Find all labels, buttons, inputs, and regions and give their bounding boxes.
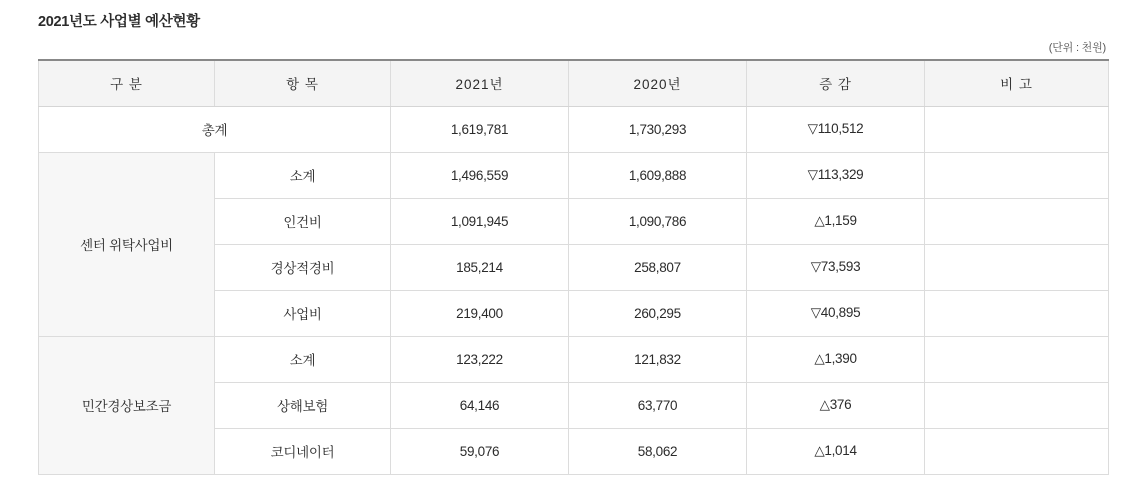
value-change: ▽40,895 [747,290,925,336]
column-header-year-2021: 2021년 [391,60,569,106]
budget-table [38,59,1109,475]
value-remark [925,428,1109,474]
value-remark [925,244,1109,290]
item-label: 경상적경비 [215,244,391,290]
item-label: 소계 [215,336,391,382]
value-y2021: 123,222 [391,336,569,382]
row-total-y2020: 1,730,293 [569,106,747,152]
value-y2020: 63,770 [569,382,747,428]
unit-note: (단위 : 천원) [1048,42,1106,54]
value-remark [925,336,1109,382]
item-label: 소계 [215,152,391,198]
value-y2021: 219,400 [391,290,569,336]
value-y2021: 1,496,559 [391,152,569,198]
value-change: △1,159 [747,198,925,244]
column-header-year-2020: 2020년 [569,60,747,106]
row-total-y2021: 1,619,781 [391,106,569,152]
value-y2020: 121,832 [569,336,747,382]
category-private-subsidy: 민간경상보조금 [39,336,215,474]
value-change: ▽113,329 [747,152,925,198]
value-y2020: 258,807 [569,244,747,290]
column-header-remark: 비 고 [925,60,1109,106]
table-row [39,336,1109,382]
table-header-row [39,60,1109,106]
value-change: △376 [747,382,925,428]
page-title: 2021년도 사업별 예산현황 [38,14,200,30]
row-total-label: 총계 [39,106,391,152]
row-total-change: ▽110,512 [747,106,925,152]
table-row [39,152,1109,198]
value-y2020: 1,090,786 [569,198,747,244]
column-header-category: 구 분 [39,60,215,106]
value-remark [925,198,1109,244]
value-y2021: 185,214 [391,244,569,290]
column-header-item: 항 목 [215,60,391,106]
value-y2020: 58,062 [569,428,747,474]
row-total-remark [925,106,1109,152]
value-y2020: 260,295 [569,290,747,336]
table-row [39,106,1109,152]
value-change: ▽73,593 [747,244,925,290]
item-label: 인건비 [215,198,391,244]
column-header-change: 증 감 [747,60,925,106]
category-center-consignment: 센터 위탁사업비 [39,152,215,336]
value-change: △1,014 [747,428,925,474]
value-change: △1,390 [747,336,925,382]
item-label: 코디네이터 [215,428,391,474]
value-remark [925,290,1109,336]
item-label: 사업비 [215,290,391,336]
value-y2021: 1,091,945 [391,198,569,244]
value-remark [925,152,1109,198]
value-remark [925,382,1109,428]
value-y2021: 59,076 [391,428,569,474]
value-y2021: 64,146 [391,382,569,428]
value-y2020: 1,609,888 [569,152,747,198]
item-label: 상해보험 [215,382,391,428]
